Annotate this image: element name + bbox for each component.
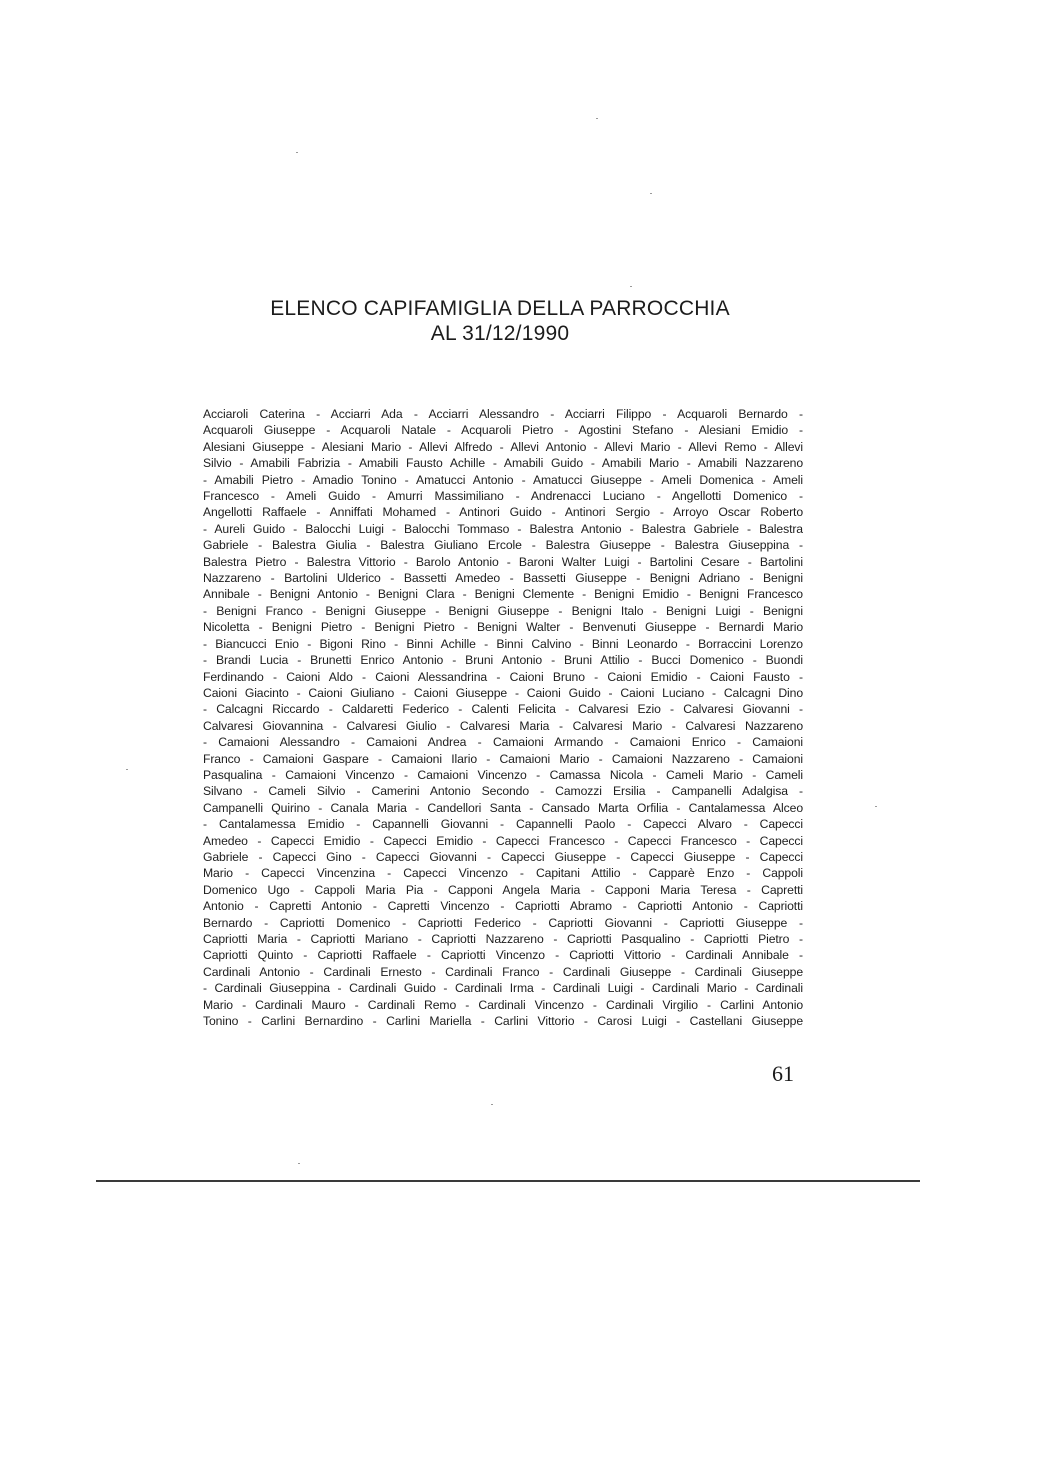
- document-title-line-2: AL 31/12/1990: [430, 322, 570, 345]
- list-line: Acquaroli Giuseppe - Acquaroli Natale - Acquaroli Pietro - Agostini Stefano - Alesiani Emidio -: [203, 423, 803, 438]
- list-line: Francesco - Ameli Guido - Amurri Massimiliano - Andrenacci Luciano - Angellotti Domenico -: [203, 489, 803, 504]
- bottom-rule: [96, 1180, 920, 1182]
- list-line: Alesiani Giuseppe - Alesiani Mario - Allevi Alfredo - Allevi Antonio - Allevi Mario - Allevi Remo - Allevi: [203, 439, 803, 454]
- list-line: Antonio - Capretti Antonio - Capretti Vincenzo - Capriotti Abramo - Capriotti Antonio - Capriotti: [203, 899, 803, 914]
- list-line: Cardinali Antonio - Cardinali Ernesto - Cardinali Franco - Cardinali Giuseppe - Cardinali Giuseppe: [203, 964, 803, 979]
- scan-speck: [650, 193, 652, 194]
- list-line: Silvio - Amabili Fabrizia - Amabili Fausto Achille - Amabili Guido - Amabili Mario - Amabili Nazzareno: [203, 456, 803, 471]
- list-line: Gabriele - Capecci Gino - Capecci Giovanni - Capecci Giuseppe - Capecci Giuseppe - Capecci: [203, 849, 803, 864]
- list-line: Angellotti Raffaele - Anniffati Mohamed - Antinori Guido - Antinori Sergio - Arroyo Oscar Roberto: [203, 505, 803, 520]
- list-line: Campanelli Quirino - Canala Maria - Candellori Santa - Cansado Marta Orfilia - Cantalamessa Alceo: [203, 800, 803, 815]
- family-heads-list: [203, 406, 803, 1029]
- list-line: Amedeo - Capecci Emidio - Capecci Emidio - Capecci Francesco - Capecci Francesco - Capecci: [203, 833, 803, 848]
- list-line: - Aureli Guido - Balocchi Luigi - Balocchi Tommaso - Balestra Antonio - Balestra Gabriele - Balestra: [203, 521, 803, 536]
- list-line: Nicoletta - Benigni Pietro - Benigni Pietro - Benigni Walter - Benvenuti Giuseppe - Bernardi Mario: [203, 620, 803, 635]
- list-line: - Camaioni Alessandro - Camaioni Andrea - Camaioni Armando - Camaioni Enrico - Camaioni: [203, 735, 803, 750]
- list-line: Nazzareno - Bartolini Ulderico - Bassetti Amedeo - Bassetti Giuseppe - Benigni Adriano - Benigni: [203, 571, 803, 586]
- list-line: - Amabili Pietro - Amadio Tonino - Amatucci Antonio - Amatucci Giuseppe - Ameli Domenica - Ameli: [203, 472, 803, 487]
- document-title-line-1: ELENCO CAPIFAMIGLIA DELLA PARROCCHIA: [270, 297, 730, 320]
- list-line: Caioni Giacinto - Caioni Giuliano - Caioni Giuseppe - Caioni Guido - Caioni Luciano - Calcagni Dino: [203, 685, 803, 700]
- list-line: Mario - Cardinali Mauro - Cardinali Remo - Cardinali Vincenzo - Cardinali Virgilio - Carlini Antonio: [203, 997, 803, 1012]
- list-line: - Cantalamessa Emidio - Capannelli Giovanni - Capannelli Paolo - Capecci Alvaro - Capecci: [203, 817, 803, 832]
- list-line: - Biancucci Enio - Bigoni Rino - Binni Achille - Binni Calvino - Binni Leonardo - Borraccini Lorenzo: [203, 636, 803, 651]
- list-line: - Benigni Franco - Benigni Giuseppe - Benigni Giuseppe - Benigni Italo - Benigni Luigi - Benigni: [203, 603, 803, 618]
- list-line: Calvaresi Giovannina - Calvaresi Giulio - Calvaresi Maria - Calvaresi Mario - Calvaresi Nazzareno: [203, 718, 803, 733]
- list-line: Pasqualina - Camaioni Vincenzo - Camaioni Vincenzo - Camassa Nicola - Cameli Mario - Cameli: [203, 767, 803, 782]
- list-line: - Brandi Lucia - Brunetti Enrico Antonio - Bruni Antonio - Bruni Attilio - Bucci Domenico - Buondi: [203, 653, 803, 668]
- scan-speck: [296, 152, 298, 153]
- list-line: - Calcagni Riccardo - Caldaretti Federico - Calenti Felicita - Calvaresi Ezio - Calvaresi Giovanni -: [203, 702, 803, 717]
- scan-speck: [875, 806, 877, 807]
- list-line: Annibale - Benigni Antonio - Benigni Clara - Benigni Clemente - Benigni Emidio - Benigni Francesco: [203, 587, 803, 602]
- list-line: Franco - Camaioni Gaspare - Camaioni Ilario - Camaioni Mario - Camaioni Nazzareno - Camaioni: [203, 751, 803, 766]
- list-line: Tonino - Carlini Bernardino - Carlini Mariella - Carlini Vittorio - Carosi Luigi - Castellani Giuseppe: [203, 1014, 803, 1029]
- scan-speck: [491, 1104, 493, 1105]
- scan-speck: [298, 1163, 300, 1164]
- scan-speck: [630, 286, 632, 287]
- list-line: Capriotti Maria - Capriotti Mariano - Capriotti Nazzareno - Capriotti Pasqualino - Capriotti Pietro -: [203, 932, 803, 946]
- list-line: Acciaroli Caterina - Acciarri Ada - Acciarri Alessandro - Acciarri Filippo - Acquaroli Bernardo -: [203, 407, 803, 421]
- list-line: Domenico Ugo - Cappoli Maria Pia - Capponi Angela Maria - Capponi Maria Teresa - Capretti: [203, 882, 803, 897]
- scan-speck: [126, 769, 128, 770]
- scan-speck: [596, 118, 598, 119]
- page-number: 61: [772, 1061, 794, 1086]
- list-line: Balestra Pietro - Balestra Vittorio - Barolo Antonio - Baroni Walter Luigi - Bartolini Cesare - Bartolini: [203, 554, 803, 569]
- list-line: Bernardo - Capriotti Domenico - Capriotti Federico - Capriotti Giovanni - Capriotti Giuseppe -: [203, 915, 803, 930]
- list-line: Silvano - Cameli Silvio - Camerini Antonio Secondo - Camozzi Ersilia - Campanelli Adalgisa -: [203, 784, 803, 799]
- list-line: Gabriele - Balestra Giulia - Balestra Giuliano Ercole - Balestra Giuseppe - Balestra Giuseppina -: [203, 538, 803, 553]
- list-line: Capriotti Quinto - Capriotti Raffaele - Capriotti Vincenzo - Capriotti Vittorio - Cardinali Annibale -: [203, 948, 803, 963]
- list-line: Ferdinando - Caioni Aldo - Caioni Alessandrina - Caioni Bruno - Caioni Emidio - Caioni Fausto -: [203, 669, 803, 684]
- list-line: - Cardinali Giuseppina - Cardinali Guido - Cardinali Irma - Cardinali Luigi - Cardinali Mario - Cardinali: [203, 981, 803, 996]
- list-line: Mario - Capecci Vincenzina - Capecci Vincenzo - Capitani Attilio - Capparè Enzo - Cappoli: [203, 866, 803, 881]
